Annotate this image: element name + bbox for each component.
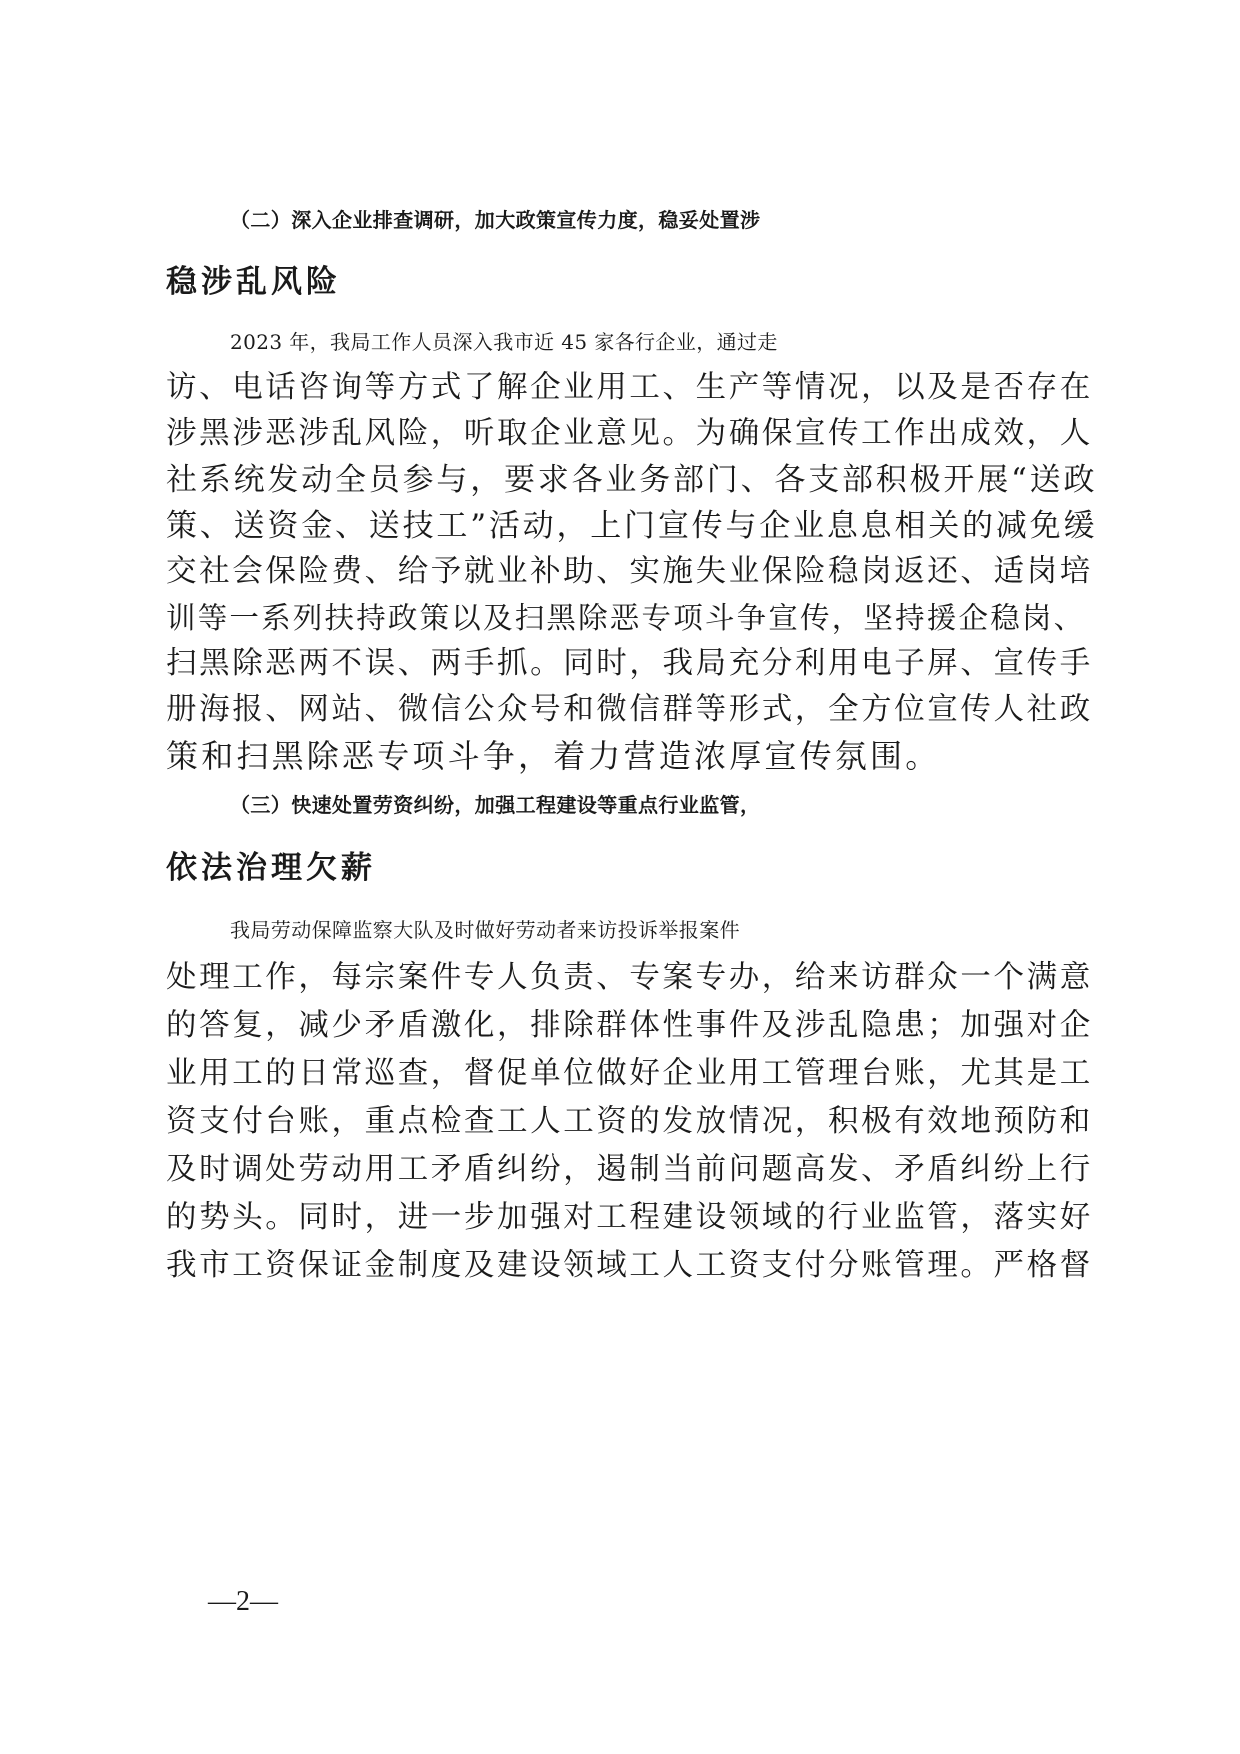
section-heading-line: 依法治理欠薪 (166, 850, 376, 886)
paragraph-line: 策和扫黑除恶专项斗争，着力营造浓厚宣传氛围。 (166, 737, 941, 775)
section-heading-line: 稳涉乱风险 (166, 264, 341, 300)
paragraph-line: 访、电话咨询等方式了解企业用工、生产等情况，以及是否存在 (166, 370, 1093, 405)
paragraph-line: 的答复，减少矛盾激化，排除群体性事件及涉乱隐患；加强对企 (166, 1008, 1093, 1043)
paragraph-line: 社系统发动全员参与，要求各业务部门、各支部积极开展“送政 (166, 462, 1098, 498)
paragraph-line: 训等一系列扶持政策以及扫黑除恶专项斗争宣传，坚持援企稳岗、 (166, 601, 1086, 635)
paragraph-line: 册海报、网站、微信公众号和微信群等形式，全方位宣传人社政 (166, 692, 1093, 727)
paragraph-line: 业用工的日常巡查，督促单位做好企业用工管理台账，尤其是工 (166, 1056, 1093, 1091)
paragraph-line: 交社会保险费、给予就业补助、实施失业保险稳岗返还、适岗培 (166, 554, 1093, 589)
paragraph-line: 资支付台账，重点检查工人工资的发放情况，积极有效地预防和 (166, 1104, 1093, 1139)
paragraph-line: 策、送资金、送技工”活动，上门宣传与企业息息相关的减免缓 (166, 508, 1098, 544)
paragraph-line: 处理工作，每宗案件专人负责、专案专办，给来访群众一个满意 (166, 960, 1093, 995)
paragraph-line: 我市工资保证金制度及建设领域工人工资支付分账管理。严格督 (166, 1248, 1093, 1283)
page-number: —2— (208, 1586, 278, 1617)
paragraph-line: 我局劳动保障监察大队及时做好劳动者来访投诉举报案件 (230, 918, 740, 942)
paragraph-line: 及时调处劳动用工矛盾纠纷，遏制当前问题高发、矛盾纠纷上行 (166, 1152, 1093, 1187)
paragraph-line: 涉黑涉恶涉乱风险，听取企业意见。为确保宣传工作出成效，人 (166, 416, 1093, 451)
section-heading-line: （二）深入企业排查调研，加大政策宣传力度，稳妥处置涉 (230, 208, 761, 232)
paragraph-line: 2023 年，我局工作人员深入我市近 45 家各行企业，通过走 (230, 330, 778, 354)
paragraph-line: 的势头。同时，进一步加强对工程建设领域的行业监管，落实好 (166, 1200, 1093, 1235)
paragraph-line: 扫黑除恶两不误、两手抓。同时，我局充分利用电子屏、宣传手 (166, 646, 1093, 681)
section-heading-line: （三）快速处置劳资纠纷，加强工程建设等重点行业监管， (230, 793, 761, 817)
